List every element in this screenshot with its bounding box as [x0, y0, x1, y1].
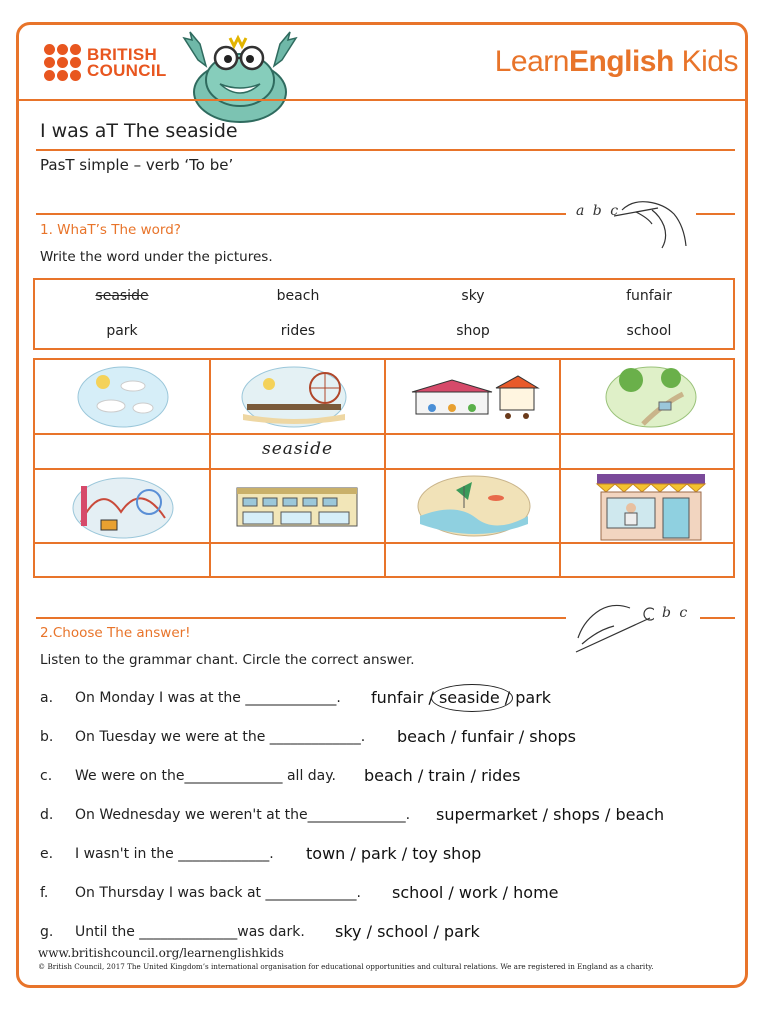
section2-heading: 2.Choose The answer! [40, 625, 191, 641]
question-g-text: Until the ______________was dark. [75, 924, 305, 940]
worksheet-title: I was aT The seaside [40, 120, 238, 142]
question-g-letter: g. [40, 924, 54, 940]
question-d-letter: d. [40, 807, 54, 823]
question-g-options: sky / school / park [335, 922, 480, 941]
logo-english: English [568, 45, 674, 78]
word-shop: shop [456, 323, 490, 339]
question-a-letter: a. [40, 690, 54, 706]
brand-line-2: COUNCIL [87, 60, 167, 80]
learnenglish-kids-logo [495, 45, 738, 79]
question-b-letter: b. [40, 729, 54, 745]
section1-heading: 1. WhaT’s The word? [40, 222, 181, 238]
logo-kids: Kids [673, 45, 738, 78]
footer-copyright: © British Council, 2017 The United Kingdom’s international organisation for educational opportunities and cultural relations. We are registered in England as a charity. [38, 962, 654, 971]
question-c-text: We were on the______________ all day. [75, 768, 336, 784]
question-c-options: beach / train / rides [364, 766, 521, 785]
question-a-text: On Monday I was at the _____________. [75, 690, 341, 706]
logo-dots-icon [44, 44, 81, 81]
writing-hand-icon-2 [574, 600, 654, 656]
word-school: school [626, 323, 672, 339]
picture-grid [33, 358, 735, 578]
question-b-text: On Tuesday we were at the _____________. [75, 729, 366, 745]
british-council-logo [44, 44, 167, 81]
question-b-options: beach / funfair / shops [397, 727, 576, 746]
beach-picture-icon [416, 472, 532, 538]
school-shop-picture-icon [593, 472, 709, 542]
question-f-text: On Thursday I was back at _____________. [75, 885, 361, 901]
section1-rule-right [696, 213, 735, 215]
question-e-text: I wasn't in the _____________. [75, 846, 274, 862]
section2-rule-right [700, 617, 735, 619]
word-beach: beach [276, 288, 320, 304]
word-funfair: funfair [626, 288, 672, 304]
park-picture-icon [603, 364, 699, 428]
funfair-picture-icon [410, 374, 540, 424]
question-d-text: On Wednesday we weren't at the______________. [75, 807, 411, 823]
word-bank [33, 278, 735, 350]
circled-answer-seaside [431, 684, 513, 712]
section2-bc-label: b c [662, 605, 690, 621]
seaside-picture-icon [239, 364, 349, 428]
question-f-letter: f. [40, 885, 49, 901]
footer-url[interactable]: www.britishcouncil.org/learnenglishkids [38, 946, 284, 960]
shops-picture-icon [235, 486, 359, 528]
question-c-letter: c. [40, 768, 53, 784]
word-sky: sky [461, 288, 485, 304]
header-divider [18, 99, 746, 101]
logo-learn: Learn [494, 45, 569, 78]
question-f-options: school / work / home [392, 883, 559, 902]
section2-rule-left [36, 617, 566, 619]
question-d-options: supermarket / shops / beach [436, 805, 665, 824]
word-rides: rides [280, 323, 316, 339]
brand-line-1: BRITISH [87, 44, 158, 64]
example-answer-seaside: seaside [262, 439, 334, 459]
word-park: park [106, 323, 138, 339]
question-e-options: town / park / toy shop [306, 844, 482, 863]
section1-instruction: Write the word under the pictures. [40, 249, 273, 265]
writing-hand-icon [612, 196, 690, 254]
title-divider [36, 149, 735, 151]
question-a-options: funfair / seaside / park [371, 688, 552, 707]
section1-rule-left [36, 213, 566, 215]
monster-mascot-icon [180, 30, 300, 125]
section2-instruction: Listen to the grammar chant. Circle the correct answer. [40, 652, 415, 668]
word-seaside: seaside [95, 288, 149, 304]
rides-picture-icon [71, 472, 175, 540]
question-e-letter: e. [40, 846, 54, 862]
worksheet-subtitle: PasT simple – verb ‘To be’ [40, 156, 234, 174]
sky-picture-icon [75, 364, 171, 428]
section1-abc-label: a b c [576, 203, 621, 219]
